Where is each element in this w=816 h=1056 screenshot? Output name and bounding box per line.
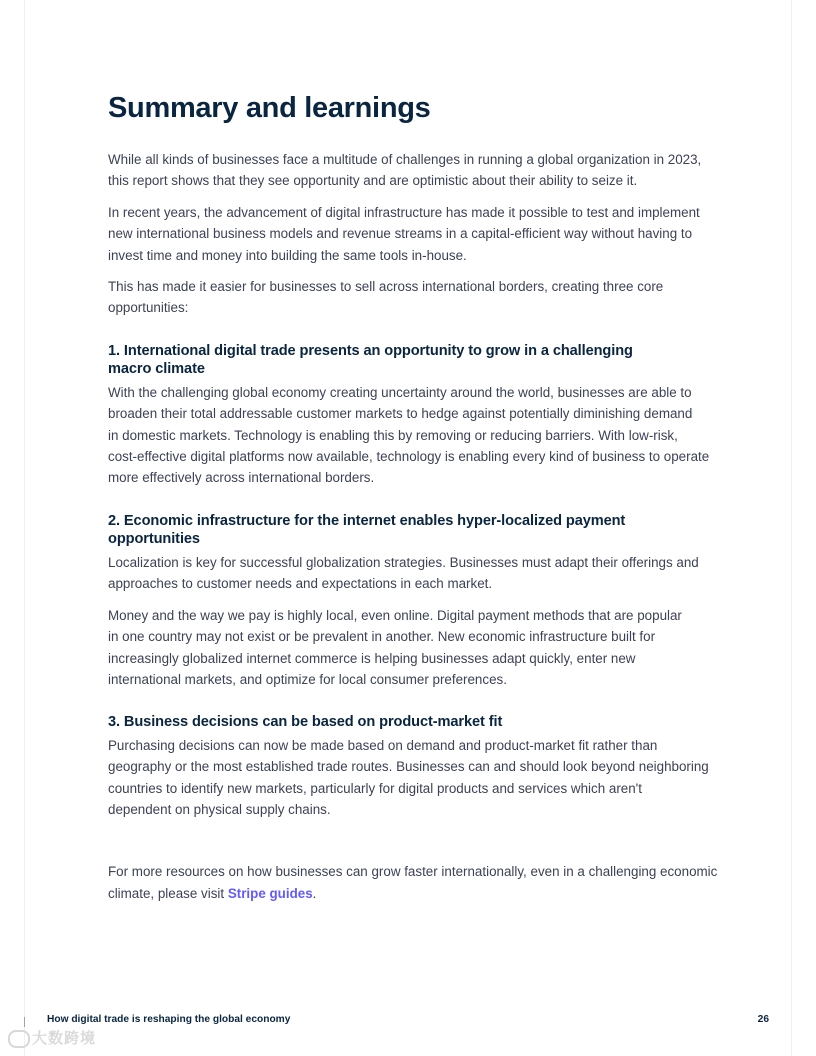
intro-paragraph-3 [108,276,716,319]
text-line: This has made it easier for businesses to sell across international borders, creating three core [108,279,664,295]
section-3-paragraph [108,735,716,821]
footer-divider [24,1017,25,1027]
text-line: approaches to customer needs and expectations in each market. [108,576,493,592]
text-line: While all kinds of businesses face a multitude of challenges in running a global organization in 2023, [108,152,702,167]
page-footer [0,1010,816,1034]
text-line: in domestic markets. Technology is enabling this by removing or reducing barriers. With low-risk, [108,427,678,443]
text-line: climate, please visit [108,885,228,901]
text-line: For more resources on how businesses can grow faster internationally, even in a challenging economic [108,864,718,880]
closing-paragraph [108,861,716,904]
footer-title: How digital trade is reshaping the global economy [47,1014,291,1025]
text-line: Purchasing decisions can now be made based on demand and product-market fit rather than [108,737,658,753]
section-3-heading [108,713,716,732]
text-line: dependent on physical supply chains. [108,802,331,818]
heading-line: macro climate [108,361,205,378]
text-line: in one country may not exist or be prevalent in another. New economic infrastructure built for [108,629,656,645]
text-line: invest time and money into building the same tools in-house. [108,247,467,263]
text-line: international markets, and optimize for local consumer preferences. [108,671,507,687]
heading-line: 1. International digital trade presents an opportunity to grow in a challenging [108,342,633,359]
text-line: broaden their total addressable customer markets to hedge against potentially diminishing demand [108,406,693,422]
text-line: geography or the most established trade routes. Businesses can and should look beyond neighboring [108,759,709,775]
section-2-paragraph-2 [108,605,716,691]
heading-line: 2. Economic infrastructure for the internet enables hyper-localized payment [108,512,626,529]
text-line: increasingly globalized internet commerce is helping businesses adapt quickly, enter new [108,650,636,666]
section-2-paragraph-1 [108,552,716,595]
page-title: Summary and learnings [108,92,431,124]
text-line: new international business models and revenue streams in a capital-efficient way without having to [108,226,693,242]
text-line: Money and the way we pay is highly local, even online. Digital payment methods that are popular [108,607,682,623]
section-1-paragraph [108,382,716,489]
heading-line: 3. Business decisions can be based on product-market fit [108,714,503,731]
text-line: this report shows that they see opportunity and are optimistic about their ability to seize it. [108,173,638,189]
watermark-text: 大数跨境 [32,1030,97,1047]
text-line: cost-effective digital platforms now available, technology is enabling every kind of business to operate [108,449,710,465]
text-line: opportunities: [108,300,189,316]
page-number: 26 [757,1014,769,1025]
watermark-logo-icon [8,1030,30,1048]
text-line: countries to identify new markets, particularly for digital products and services which aren't [108,780,642,796]
text-line: In recent years, the advancement of digital infrastructure has made it possible to test and implement [108,204,700,220]
heading-line: opportunities [108,531,200,548]
section-2-heading [108,512,716,549]
intro-paragraph-1 [108,149,716,192]
text-line: . [312,885,317,901]
watermark [8,1027,96,1048]
text-line: With the challenging global economy creating uncertainty around the world, businesses are able to [108,384,692,400]
intro-paragraph-2 [108,202,716,266]
page-content [108,92,716,914]
text-line: more effectively across international borders. [108,470,375,486]
stripe-guides-link[interactable]: Stripe guides [227,885,313,901]
text-line: Localization is key for successful globalization strategies. Businesses must adapt their offerings and [108,554,699,570]
section-1-heading [108,342,716,379]
